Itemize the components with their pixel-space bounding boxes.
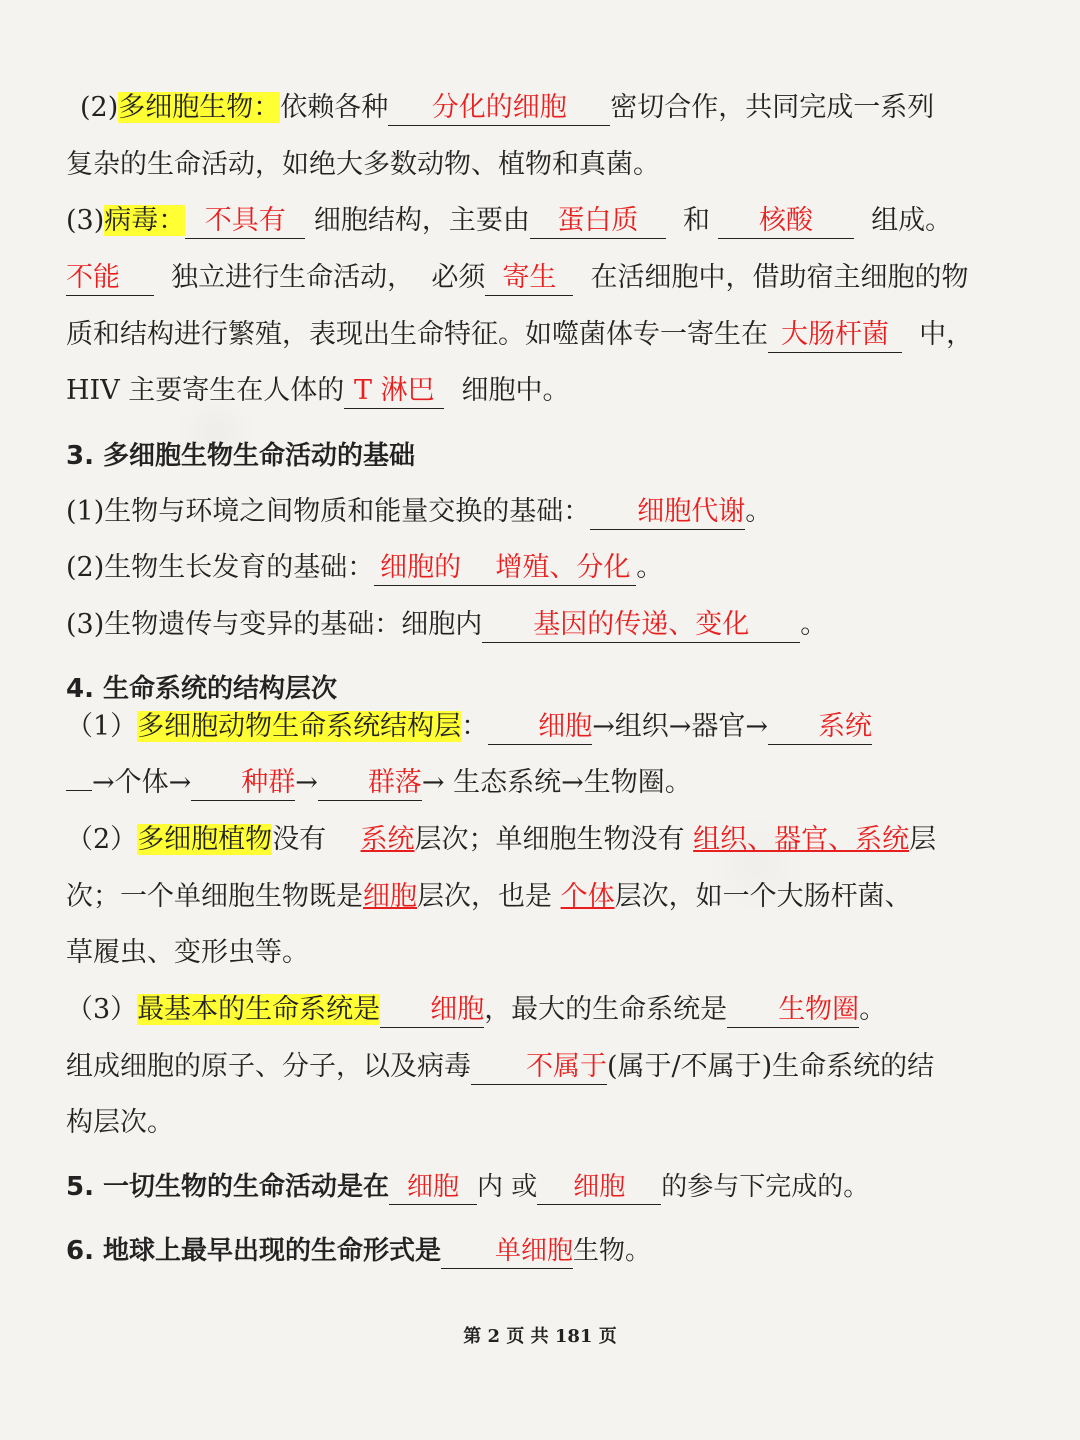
answer-blank: 细胞 — [389, 1170, 477, 1205]
text: 构层次。 — [66, 1107, 174, 1138]
page-footer: 第 2 页 共 181 页 — [463, 1326, 617, 1347]
list-item — [66, 548, 663, 588]
text: (属于/不属于)生命系统的结 — [607, 1051, 935, 1082]
section-heading-5 — [66, 1167, 869, 1207]
list-item — [66, 605, 827, 645]
text: → 生态系统→生物圈。 — [421, 767, 692, 798]
item-prefix: (2) — [80, 92, 119, 123]
text: 中， — [919, 319, 974, 350]
answer-blank: 核酸 — [718, 204, 854, 239]
para-multicellular — [80, 88, 934, 128]
text: 细胞中。 — [461, 375, 570, 406]
answer-blank: 细胞 — [380, 993, 484, 1028]
answer-text: 系统 — [360, 824, 415, 855]
answer-text: 组织、器官、系统 — [693, 824, 910, 855]
answer-blank: 细胞代谢 — [590, 495, 745, 530]
para-line — [66, 1047, 934, 1087]
answer-blank: 单细胞 — [441, 1234, 573, 1269]
item-prefix: （1） — [66, 711, 138, 742]
text: (2)生物生长发育的基础： — [66, 552, 375, 583]
para-levels-plant — [66, 820, 936, 860]
answer-blank: 蛋白质 — [530, 204, 666, 239]
answer-blank: 群落 — [318, 766, 422, 801]
text: 密切合作，共同完成一系列 — [610, 92, 935, 123]
para-levels-animal — [66, 707, 872, 747]
text: 。 — [800, 609, 828, 640]
text: 细胞结构，主要由 — [313, 205, 530, 236]
answer-blank: 基因的传递、变化 — [482, 608, 800, 643]
para-line — [66, 371, 569, 411]
text: 组成细胞的原子、分子，以及病毒 — [66, 1051, 471, 1082]
item-prefix: （2） — [66, 824, 138, 855]
highlight-label: 最基本的生命系统是 — [137, 994, 381, 1025]
item-prefix: （3） — [66, 994, 138, 1025]
answer-text: 细胞 — [363, 881, 417, 912]
answer-blank: 系统 — [768, 710, 872, 745]
text: →个体→ — [92, 767, 192, 798]
answer-blank: 种群 — [191, 766, 295, 801]
section-heading-6 — [66, 1231, 651, 1271]
text: 次；一个单细胞生物既是 — [66, 881, 363, 912]
answer-blank: 细胞 — [488, 710, 592, 745]
para-line — [66, 763, 692, 803]
text: 层 — [909, 824, 937, 855]
text: 复杂的生命活动，如绝大多数动物、植物和真菌。 — [66, 149, 660, 180]
text: ，最大的生命系统是 — [484, 994, 728, 1025]
text: (3)生物遗传与变异的基础：细胞内 — [66, 609, 483, 640]
highlight-label: 病毒： — [104, 205, 186, 236]
section-heading-3: 3. 多细胞生物生命活动的基础 — [66, 441, 416, 471]
list-item — [66, 492, 772, 532]
answer-blank: 大肠杆菌 — [768, 318, 902, 353]
para-line — [66, 258, 969, 298]
text: 6. 地球上最早出现的生命形式是 — [66, 1236, 442, 1266]
answer-blank-tail — [66, 790, 92, 791]
answer-blank: 生物圈 — [727, 993, 859, 1028]
text: 层次；单细胞生物没有 — [414, 824, 685, 855]
text: →组织→器官→ — [592, 711, 769, 742]
text: 。 — [745, 496, 773, 527]
highlight-label: 多细胞动物生命系统结构层 — [137, 711, 462, 742]
answer-blank: 分化的细胞 — [388, 91, 610, 126]
text: (1)生物与环境之间物质和能量交换的基础： — [66, 496, 591, 527]
text: 。 — [859, 994, 887, 1025]
text: 的参与下完成的。 — [661, 1172, 870, 1202]
text: 草履虫、变形虫等。 — [66, 937, 309, 968]
para-line — [66, 877, 912, 917]
text: 内 或 — [477, 1172, 538, 1202]
text: 在活细胞中，借助宿主细胞的物 — [590, 262, 969, 293]
text: 组成。 — [871, 205, 953, 236]
para-virus — [66, 201, 952, 241]
text: 依赖各种 — [280, 92, 389, 123]
text: ： — [461, 711, 489, 742]
highlight-label: 多细胞植物 — [137, 824, 273, 855]
answer-blank: 细胞 — [537, 1170, 661, 1205]
answer-blank: 不具有 — [185, 204, 305, 239]
answer-blank: 寄生 — [485, 261, 573, 296]
item-prefix: (3) — [66, 205, 105, 236]
answer-blank: 不能 — [66, 261, 154, 296]
text: HIV 主要寄生在人体的 — [66, 375, 345, 406]
text: 层次，也是 — [417, 881, 552, 912]
answer-blank: 细胞的 增殖、分化 — [374, 551, 636, 586]
answer-blank: T 淋巴 — [344, 374, 444, 409]
para-line — [66, 1103, 174, 1143]
text: 和 — [683, 205, 711, 236]
para-line — [66, 145, 660, 185]
text: → — [295, 767, 318, 798]
text: 层次，如一个大肠杆菌、 — [614, 881, 912, 912]
answer-blank: 不属于 — [471, 1050, 607, 1085]
text: 。 — [636, 552, 664, 583]
para-basic-system — [66, 990, 886, 1030]
para-line — [66, 933, 309, 973]
text: 独立进行生命活动， — [171, 262, 415, 293]
highlight-label: 多细胞生物： — [118, 92, 281, 123]
text: 5. 一切生物的生命活动是在 — [66, 1172, 390, 1202]
text: 生物。 — [573, 1236, 652, 1266]
para-line — [66, 315, 973, 355]
section-heading-4: 4. 生命系统的结构层次 — [66, 674, 338, 704]
text: 质和结构进行繁殖，表现出生命特征。如噬菌体专一寄生在 — [66, 319, 768, 350]
text: 必须 — [431, 262, 486, 293]
answer-text: 个体 — [560, 881, 615, 912]
text: 没有 — [272, 824, 327, 855]
